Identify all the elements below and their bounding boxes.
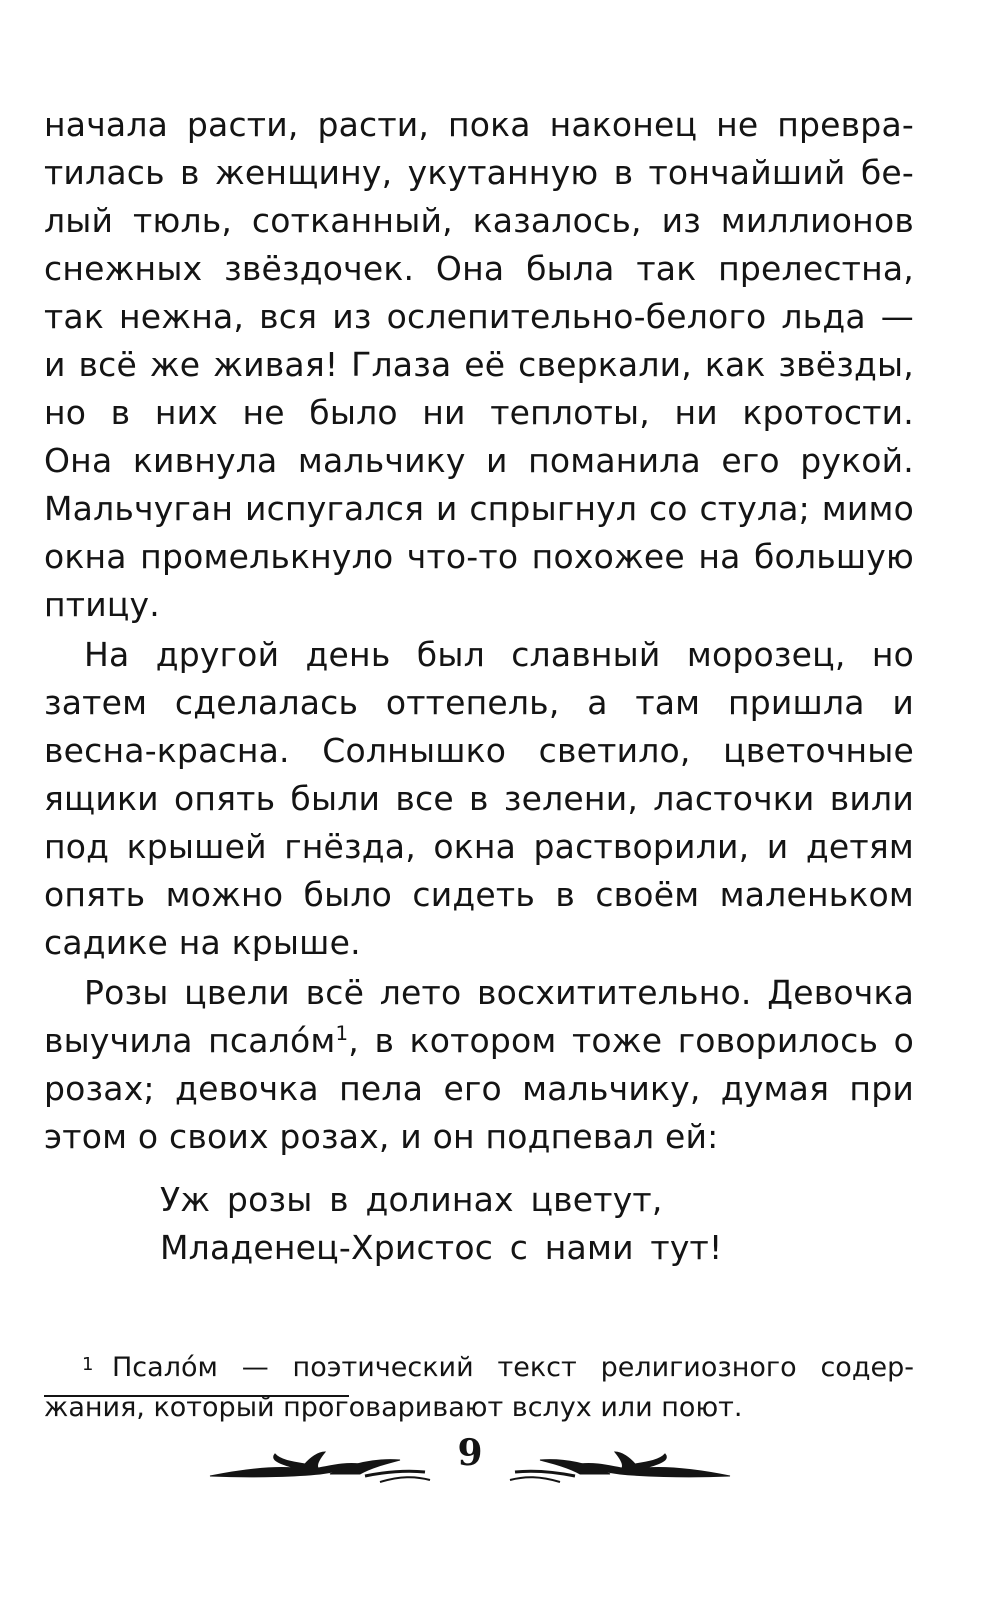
text-line: лый тюль, сотканный, казалось, из миллионов <box>44 201 914 240</box>
footnote-line: жания, который проговаривают вслух или поют. <box>44 1392 743 1423</box>
text-line: Мальчуган испугался и спрыгнул со стула; мимо <box>44 489 914 528</box>
text-line: так нежна, вся из ослепительно-белого льда — <box>44 297 914 336</box>
text-line: начала расти, расти, пока наконец не превра- <box>44 105 914 144</box>
footnote-reference: 1 <box>335 1022 349 1045</box>
footnote-line: Псало́м — поэтический текст религиозного содер- <box>112 1352 914 1383</box>
text-line: ящики опять были все в зелени, ласточки вили <box>44 779 914 818</box>
page-number: 9 <box>457 1432 483 1474</box>
text-line: снежных звёздочек. Она была так прелестна, <box>44 249 914 288</box>
text-line: выучила $псало́м^1$, в котором тоже говорилось о <box>44 1021 914 1060</box>
text-line: окна промелькнуло что-то похожее на большую <box>44 537 914 576</box>
text-line: розах; девочка пела его мальчику, думая при <box>44 1069 914 1108</box>
text-line: затем сделалась оттепель, а там пришла и <box>44 683 914 722</box>
text-line: тилась в женщину, укутанную в тончайший бе- <box>44 153 914 192</box>
text-line: под крышей гнёзда, окна растворили, и детям <box>44 827 914 866</box>
text-line: но в них не было ни теплоты, ни кротости. <box>44 393 914 432</box>
text-line: птицу. <box>44 585 160 624</box>
text-line: На другой день был славный морозец, но <box>84 635 914 674</box>
text-line: этом о своих розах, и он подпевал ей: <box>44 1117 719 1156</box>
text-line: Она кивнула мальчику и поманила его рукой. <box>44 441 914 480</box>
text-line: Розы цвели всё лето восхитительно. Девочка <box>84 973 914 1012</box>
text-line: опять можно было сидеть в своём маленьком <box>44 875 914 914</box>
verse-line: Младенец-Христос с нами тут! <box>160 1228 723 1267</box>
footnote-marker: 1 <box>82 1354 94 1375</box>
text-line: и всё же живая! Глаза её сверкали, как звёзды, <box>44 345 914 384</box>
verse-line: Уж розы в долинах цветут, <box>160 1180 663 1219</box>
text-line: садике на крыше. <box>44 923 361 962</box>
text-line: весна-красна. Солнышко светило, цветочные <box>44 731 914 770</box>
